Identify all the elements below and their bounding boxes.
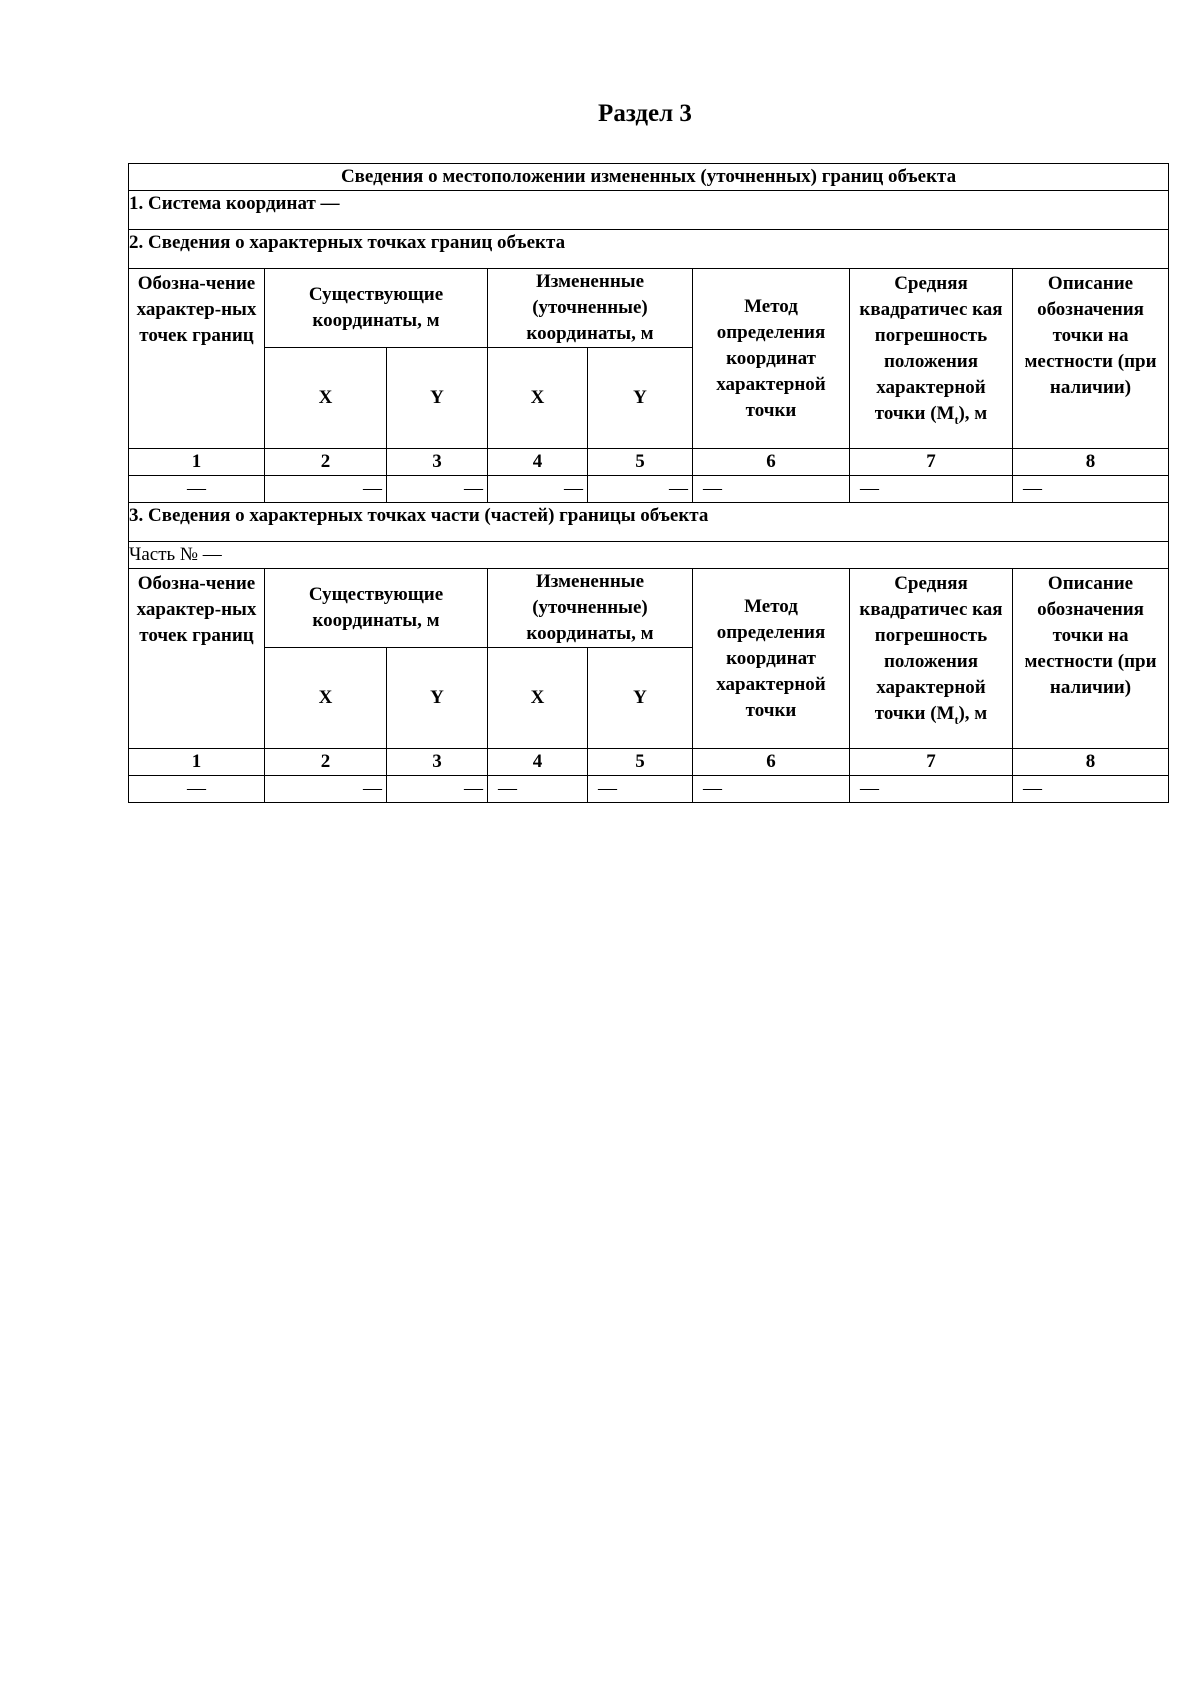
dash-cell: —: [488, 776, 588, 803]
dash-cell: —: [387, 776, 488, 803]
header-mean-error: Средняя квадратичес кая погрешность положения характерной точки $(M_t)$, м: [850, 269, 1013, 449]
column-number: 2: [265, 749, 387, 776]
header-changed-x: X: [488, 348, 588, 449]
section-2-heading: 2. Сведения о характерных точках границ объекта: [129, 230, 1169, 269]
header-description: Описание обозначения точки на местности (при наличии): [1013, 269, 1169, 449]
column-number: 2: [265, 449, 387, 476]
column-number: 5: [588, 449, 693, 476]
dash-cell: —: [129, 776, 265, 803]
header-existing-x: X: [265, 348, 387, 449]
header-changed-coords: Измененные (уточненные) координаты, м: [488, 569, 693, 648]
header-changed-y: Y: [588, 348, 693, 449]
table-title: Сведения о местоположении измененных (уточненных) границ объекта: [129, 164, 1169, 191]
table-row: [129, 776, 1169, 803]
header-changed-coords: Измененные (уточненные) координаты, м: [488, 269, 693, 348]
dash-cell: —: [588, 476, 693, 503]
column-number: 1: [129, 749, 265, 776]
dash-cell: —: [265, 776, 387, 803]
header-changed-y: Y: [588, 648, 693, 749]
section-3-heading: 3. Сведения о характерных точках части (частей) границы объекта: [129, 503, 1169, 542]
header-designation: Обозна-чение характер-ных точек границ: [129, 269, 265, 449]
header-existing-coords: Существующие координаты, м: [265, 569, 488, 648]
coordinate-system-row: 1. Система координат —: [129, 191, 1169, 230]
header-existing-x: X: [265, 648, 387, 749]
dash-cell: —: [693, 776, 850, 803]
column-numbers-row: [129, 449, 1169, 476]
column-number: 1: [129, 449, 265, 476]
header-method: Метод определения координат характерной точки: [693, 269, 850, 449]
header-existing-y: Y: [387, 648, 488, 749]
dash-cell: —: [693, 476, 850, 503]
dash-cell: —: [1013, 476, 1169, 503]
header-method: Метод определения координат характерной точки: [693, 569, 850, 749]
header-description: Описание обозначения точки на местности (при наличии): [1013, 569, 1169, 749]
dash-cell: —: [588, 776, 693, 803]
header-existing-y: Y: [387, 348, 488, 449]
dash-cell: —: [850, 476, 1013, 503]
dash-cell: —: [129, 476, 265, 503]
column-number: 8: [1013, 749, 1169, 776]
page-title: Раздел 3: [598, 100, 692, 127]
column-number: 6: [693, 749, 850, 776]
column-number: 4: [488, 749, 588, 776]
boundary-table: [128, 163, 1169, 803]
dash-cell: —: [488, 476, 588, 503]
column-number: 7: [850, 449, 1013, 476]
header-mean-error: Средняя квадратичес кая погрешность положения характерной точки $(M_t)$, м: [850, 569, 1013, 749]
column-numbers-row: [129, 749, 1169, 776]
table-row: [129, 476, 1169, 503]
part-number-row: Часть № —: [129, 542, 1169, 569]
dash-cell: —: [850, 776, 1013, 803]
column-number: 6: [693, 449, 850, 476]
dash-cell: —: [387, 476, 488, 503]
column-number: 3: [387, 749, 488, 776]
dash-cell: —: [1013, 776, 1169, 803]
column-number: 4: [488, 449, 588, 476]
column-number: 5: [588, 749, 693, 776]
header-designation: Обозна-чение характер-ных точек границ: [129, 569, 265, 749]
header-changed-x: X: [488, 648, 588, 749]
dash-cell: —: [265, 476, 387, 503]
header-existing-coords: Существующие координаты, м: [265, 269, 488, 348]
column-number: 8: [1013, 449, 1169, 476]
column-number: 3: [387, 449, 488, 476]
column-number: 7: [850, 749, 1013, 776]
